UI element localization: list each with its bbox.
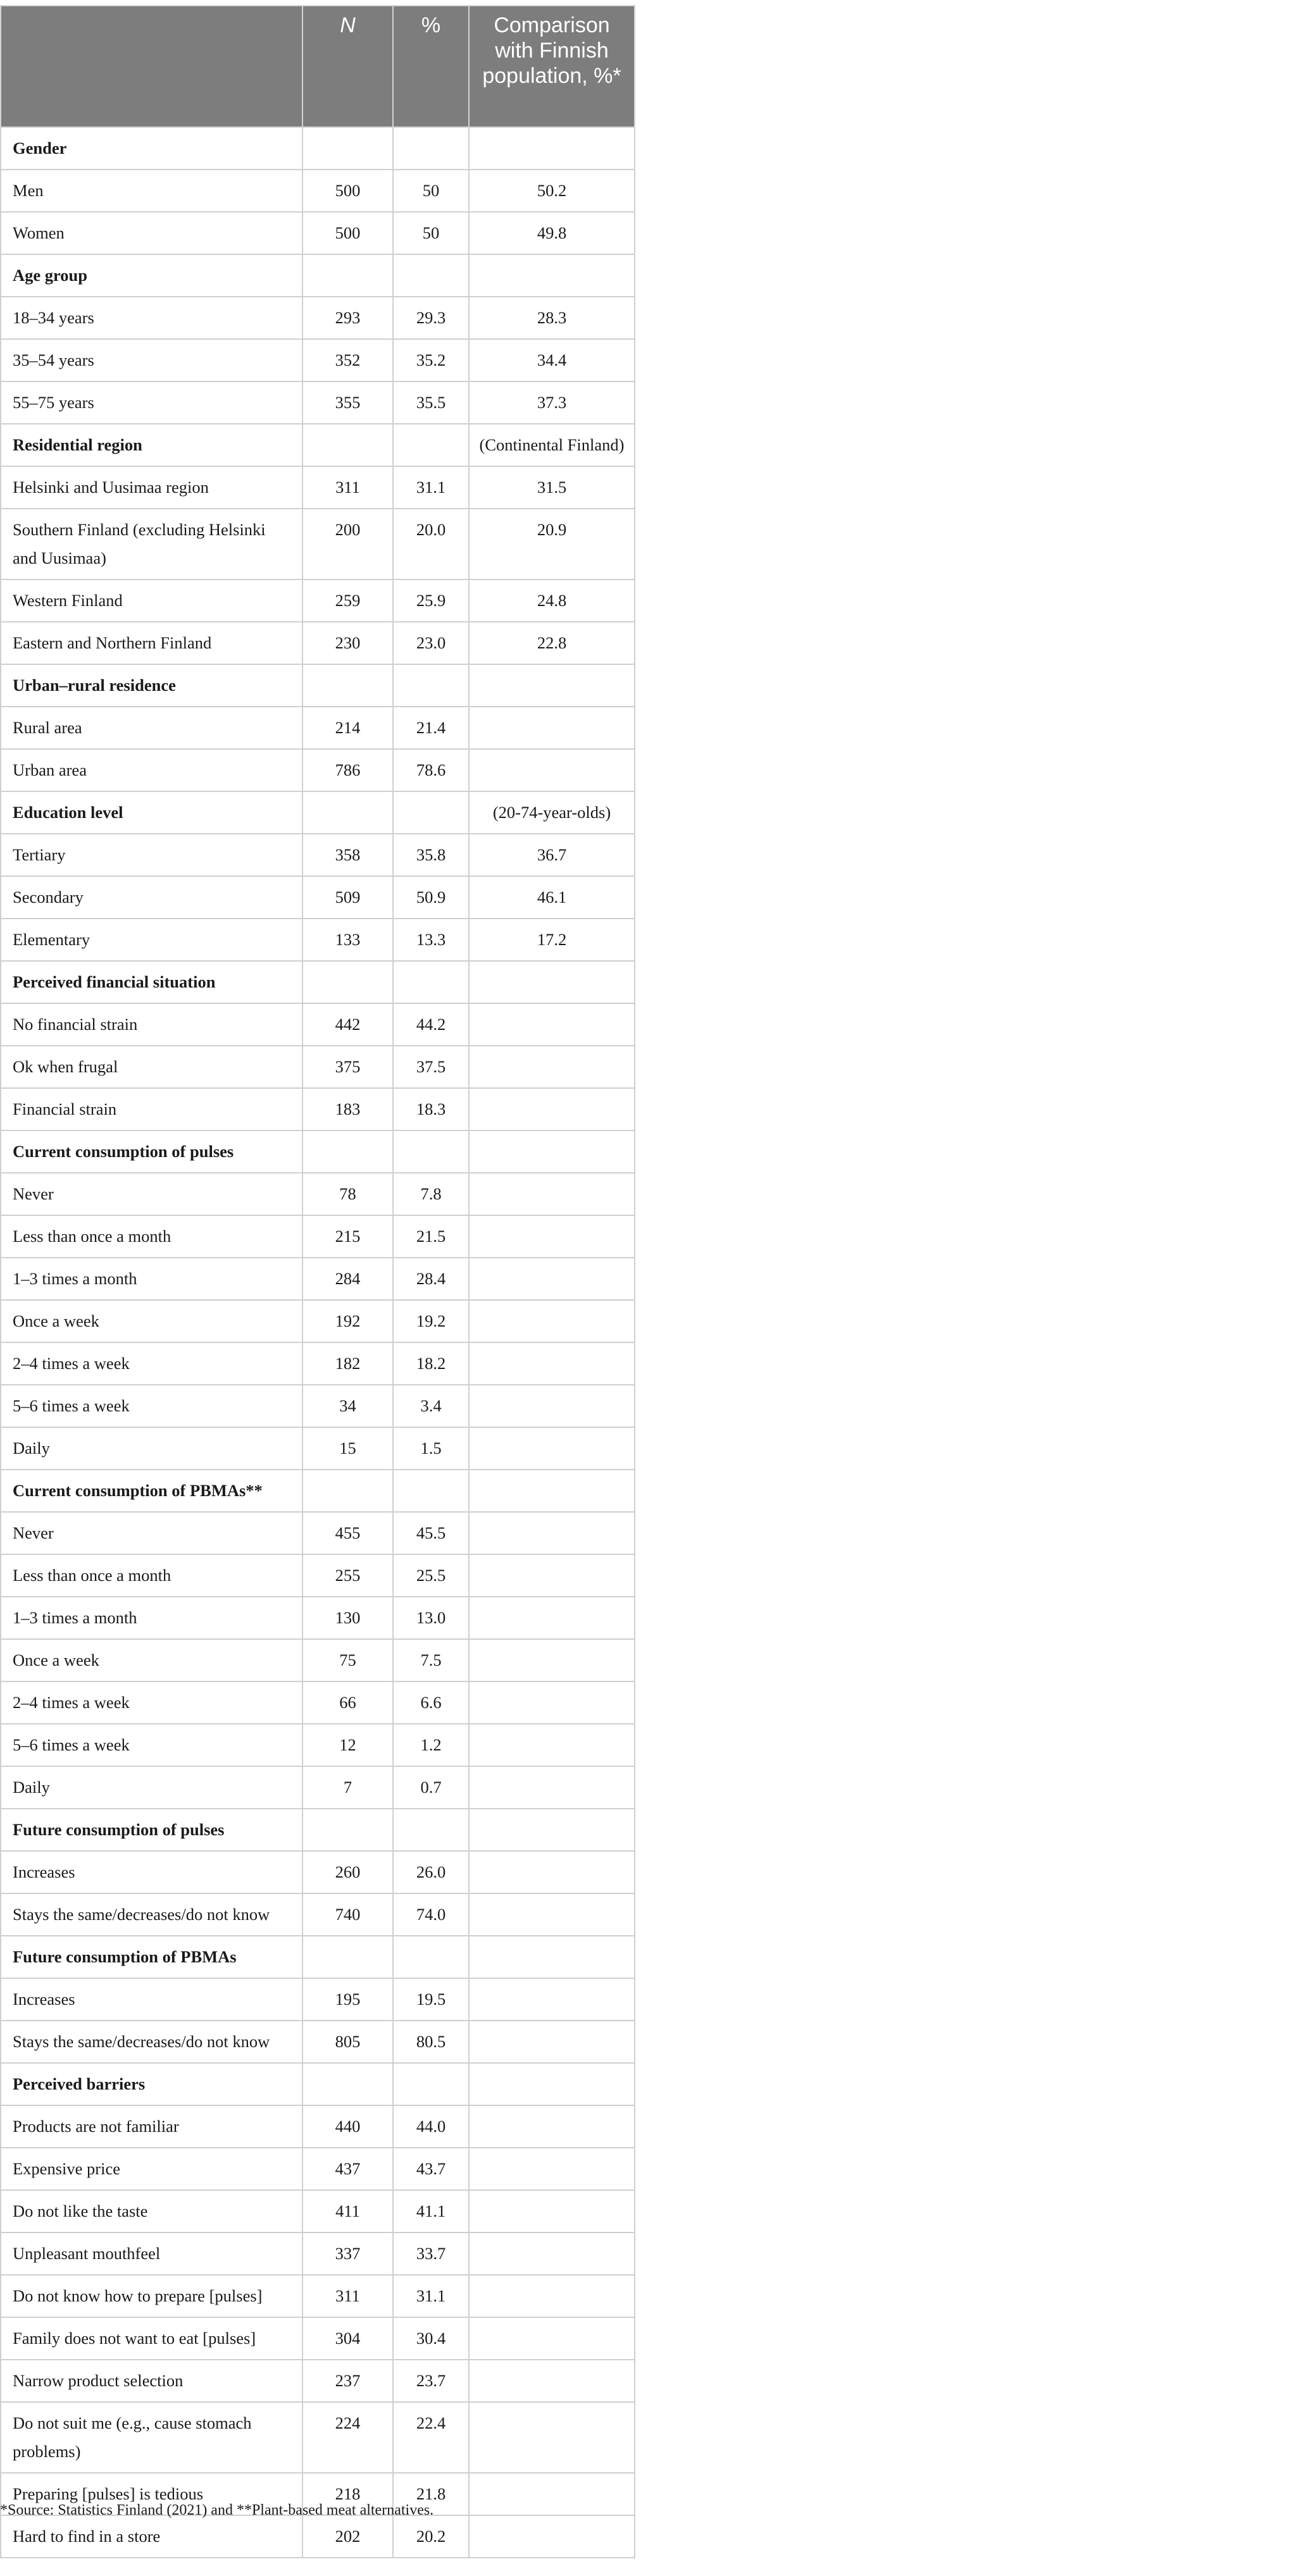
- row-n: 12: [302, 1724, 393, 1766]
- row-percent: 80.5: [393, 2021, 469, 2063]
- row-label: Current consumption of pulses: [1, 1130, 302, 1173]
- table-row: [1, 339, 635, 381]
- row-n: [302, 1130, 393, 1173]
- row-label: Urban area: [1, 749, 302, 791]
- row-comparison: [469, 1597, 635, 1639]
- row-comparison: [469, 2275, 635, 2317]
- row-comparison: 50.2: [469, 170, 635, 212]
- row-percent: 7.8: [393, 1173, 469, 1215]
- row-n: 311: [302, 466, 393, 509]
- row-comparison: [469, 1046, 635, 1088]
- row-comparison: 36.7: [469, 834, 635, 876]
- row-percent: 19.2: [393, 1300, 469, 1342]
- row-comparison: [469, 1766, 635, 1809]
- row-n: 7: [302, 1766, 393, 1809]
- row-percent: 13.0: [393, 1597, 469, 1639]
- table-row: [1, 2360, 635, 2402]
- table-row: [1, 1258, 635, 1300]
- row-label: Expensive price: [1, 2148, 302, 2190]
- row-comparison: 37.3: [469, 381, 635, 424]
- table-row: [1, 2402, 635, 2473]
- row-comparison: [469, 1300, 635, 1342]
- row-comparison: [469, 254, 635, 297]
- table-row: [1, 707, 635, 749]
- row-comparison: [469, 2360, 635, 2402]
- row-label: Do not suit me (e.g., cause stomach problems): [1, 2402, 302, 2473]
- row-label: Increases: [1, 1851, 302, 1893]
- row-percent: [393, 1809, 469, 1851]
- row-label: Ok when frugal: [1, 1046, 302, 1088]
- row-label: 2–4 times a week: [1, 1342, 302, 1385]
- row-comparison: [469, 1258, 635, 1300]
- row-n: 260: [302, 1851, 393, 1893]
- row-comparison: [469, 1936, 635, 1978]
- header-n: N: [302, 6, 393, 127]
- row-percent: 23.7: [393, 2360, 469, 2402]
- row-percent: 25.9: [393, 579, 469, 622]
- row-label: 1–3 times a month: [1, 1258, 302, 1300]
- row-percent: 78.6: [393, 749, 469, 791]
- row-comparison: [469, 1427, 635, 1470]
- row-label: Men: [1, 170, 302, 212]
- row-percent: 21.4: [393, 707, 469, 749]
- row-percent: [393, 791, 469, 834]
- table-container: [0, 5, 634, 2558]
- table-row: [1, 749, 635, 791]
- table-row: [1, 1385, 635, 1427]
- row-comparison: 24.8: [469, 579, 635, 622]
- row-label: Current consumption of PBMAs**: [1, 1470, 302, 1512]
- row-comparison: [469, 127, 635, 170]
- row-comparison: [469, 1724, 635, 1766]
- row-n: 786: [302, 749, 393, 791]
- table-row: [1, 2317, 635, 2360]
- row-percent: 43.7: [393, 2148, 469, 2190]
- table-row: [1, 2515, 635, 2558]
- row-label: Perceived barriers: [1, 2063, 302, 2105]
- row-percent: 30.4: [393, 2317, 469, 2360]
- header-percent: %: [393, 6, 469, 127]
- row-comparison: 34.4: [469, 339, 635, 381]
- row-n: 182: [302, 1342, 393, 1385]
- row-n: [302, 127, 393, 170]
- row-label: Increases: [1, 1978, 302, 2021]
- table-row: [1, 2190, 635, 2232]
- row-percent: 22.4: [393, 2402, 469, 2473]
- row-n: [302, 254, 393, 297]
- row-percent: [393, 127, 469, 170]
- table-row: [1, 2105, 635, 2148]
- row-label: Do not like the taste: [1, 2190, 302, 2232]
- row-percent: [393, 424, 469, 466]
- row-label: Hard to find in a store: [1, 2515, 302, 2558]
- table-body: [1, 127, 635, 2558]
- table-row: [1, 1766, 635, 1809]
- row-comparison: [469, 2317, 635, 2360]
- table-row: [1, 919, 635, 961]
- row-percent: 35.8: [393, 834, 469, 876]
- row-percent: 6.6: [393, 1681, 469, 1724]
- row-n: 509: [302, 876, 393, 919]
- row-comparison: [469, 1681, 635, 1724]
- section-header-row: [1, 1470, 635, 1512]
- section-header-row: [1, 1936, 635, 1978]
- row-n: 255: [302, 1554, 393, 1597]
- row-n: 355: [302, 381, 393, 424]
- row-label: Do not know how to prepare [pulses]: [1, 2275, 302, 2317]
- row-n: 200: [302, 509, 393, 579]
- row-comparison: [469, 961, 635, 1003]
- row-comparison: [469, 1978, 635, 2021]
- row-n: 15: [302, 1427, 393, 1470]
- row-n: 352: [302, 339, 393, 381]
- row-label: Unpleasant mouthfeel: [1, 2232, 302, 2275]
- row-comparison: [469, 1893, 635, 1936]
- row-n: 237: [302, 2360, 393, 2402]
- demographics-table: [0, 5, 635, 2558]
- section-header-row: [1, 127, 635, 170]
- row-comparison: [469, 2105, 635, 2148]
- table-row: [1, 509, 635, 579]
- row-comparison: [469, 1470, 635, 1512]
- row-percent: 31.1: [393, 2275, 469, 2317]
- row-label: Financial strain: [1, 1088, 302, 1130]
- row-label: Daily: [1, 1766, 302, 1809]
- table-row: [1, 1173, 635, 1215]
- row-percent: 19.5: [393, 1978, 469, 2021]
- row-percent: 13.3: [393, 919, 469, 961]
- row-comparison: [469, 707, 635, 749]
- row-n: 78: [302, 1173, 393, 1215]
- row-label: Western Finland: [1, 579, 302, 622]
- row-n: 500: [302, 212, 393, 254]
- table-row: [1, 1978, 635, 2021]
- row-percent: 44.2: [393, 1003, 469, 1046]
- row-comparison: 46.1: [469, 876, 635, 919]
- section-header-row: [1, 424, 635, 466]
- table-row: [1, 1215, 635, 1258]
- row-comparison: 31.5: [469, 466, 635, 509]
- table-row: [1, 579, 635, 622]
- row-comparison: [469, 1003, 635, 1046]
- row-label: Never: [1, 1173, 302, 1215]
- row-percent: 18.2: [393, 1342, 469, 1385]
- row-n: 34: [302, 1385, 393, 1427]
- row-n: 224: [302, 2402, 393, 2473]
- row-n: 442: [302, 1003, 393, 1046]
- row-comparison: [469, 1809, 635, 1851]
- row-label: Urban–rural residence: [1, 664, 302, 707]
- row-comparison: 49.8: [469, 212, 635, 254]
- row-label: Stays the same/decreases/do not know: [1, 1893, 302, 1936]
- row-percent: 18.3: [393, 1088, 469, 1130]
- row-label: Never: [1, 1512, 302, 1554]
- row-label: Southern Finland (excluding Helsinki and Uusimaa): [1, 509, 302, 579]
- table-row: [1, 2021, 635, 2063]
- row-n: 805: [302, 2021, 393, 2063]
- row-n: 337: [302, 2232, 393, 2275]
- row-label: Less than once a month: [1, 1215, 302, 1258]
- row-label: Age group: [1, 254, 302, 297]
- section-header-row: [1, 1130, 635, 1173]
- row-n: [302, 791, 393, 834]
- row-label: Future consumption of PBMAs: [1, 1936, 302, 1978]
- row-percent: 1.2: [393, 1724, 469, 1766]
- row-percent: 28.4: [393, 1258, 469, 1300]
- row-comparison: [469, 1385, 635, 1427]
- row-n: 740: [302, 1893, 393, 1936]
- row-label: Preparing [pulses] is tedious: [1, 2473, 302, 2515]
- row-label: Products are not familiar: [1, 2105, 302, 2148]
- row-label: Helsinki and Uusimaa region: [1, 466, 302, 509]
- row-comparison: 17.2: [469, 919, 635, 961]
- row-percent: 29.3: [393, 297, 469, 339]
- row-n: 440: [302, 2105, 393, 2148]
- table-row: [1, 1046, 635, 1088]
- row-label: 35–54 years: [1, 339, 302, 381]
- row-comparison: [469, 749, 635, 791]
- row-n: 202: [302, 2515, 393, 2558]
- row-percent: [393, 961, 469, 1003]
- table-row: [1, 2275, 635, 2317]
- row-label: Future consumption of pulses: [1, 1809, 302, 1851]
- section-header-row: [1, 1809, 635, 1851]
- row-label: Women: [1, 212, 302, 254]
- table-row: [1, 1088, 635, 1130]
- table-header: [1, 6, 635, 127]
- row-comparison: [469, 2402, 635, 2473]
- row-label: Once a week: [1, 1639, 302, 1681]
- row-percent: 7.5: [393, 1639, 469, 1681]
- row-n: 311: [302, 2275, 393, 2317]
- table-row: [1, 1300, 635, 1342]
- row-percent: 35.2: [393, 339, 469, 381]
- row-label: 5–6 times a week: [1, 1724, 302, 1766]
- row-comparison: 28.3: [469, 297, 635, 339]
- row-label: Family does not want to eat [pulses]: [1, 2317, 302, 2360]
- row-label: No financial strain: [1, 1003, 302, 1046]
- table-row: [1, 1512, 635, 1554]
- table-row: [1, 1342, 635, 1385]
- row-label: Eastern and Northern Finland: [1, 622, 302, 664]
- row-comparison: [469, 1130, 635, 1173]
- table-row: [1, 1851, 635, 1893]
- header-row: [1, 6, 635, 127]
- table-row: [1, 622, 635, 664]
- table-row: [1, 170, 635, 212]
- table-row: [1, 466, 635, 509]
- row-n: 437: [302, 2148, 393, 2190]
- row-n: [302, 2063, 393, 2105]
- row-n: [302, 1470, 393, 1512]
- row-n: [302, 1936, 393, 1978]
- row-n: [302, 961, 393, 1003]
- row-label: Tertiary: [1, 834, 302, 876]
- row-label: Daily: [1, 1427, 302, 1470]
- row-comparison: [469, 1639, 635, 1681]
- row-n: 218: [302, 2473, 393, 2515]
- row-percent: 45.5: [393, 1512, 469, 1554]
- row-percent: 3.4: [393, 1385, 469, 1427]
- row-comparison: [469, 1173, 635, 1215]
- table-row: [1, 1427, 635, 1470]
- row-percent: [393, 1470, 469, 1512]
- row-percent: 50: [393, 212, 469, 254]
- row-label: Once a week: [1, 1300, 302, 1342]
- row-label: Elementary: [1, 919, 302, 961]
- row-percent: [393, 664, 469, 707]
- row-n: 214: [302, 707, 393, 749]
- row-n: 455: [302, 1512, 393, 1554]
- row-percent: 20.0: [393, 509, 469, 579]
- row-comparison: [469, 2148, 635, 2190]
- row-comparison: [469, 1215, 635, 1258]
- row-percent: [393, 1936, 469, 1978]
- row-n: 293: [302, 297, 393, 339]
- row-n: 133: [302, 919, 393, 961]
- table-row: [1, 876, 635, 919]
- row-comparison: [469, 2232, 635, 2275]
- row-percent: 20.2: [393, 2515, 469, 2558]
- row-label: 2–4 times a week: [1, 1681, 302, 1724]
- row-percent: 50.9: [393, 876, 469, 919]
- row-label: Narrow product selection: [1, 2360, 302, 2402]
- table-row: [1, 1681, 635, 1724]
- row-label: 1–3 times a month: [1, 1597, 302, 1639]
- row-comparison: [469, 1512, 635, 1554]
- row-label: Education level: [1, 791, 302, 834]
- row-n: 230: [302, 622, 393, 664]
- section-header-row: [1, 2063, 635, 2105]
- row-label: Perceived financial situation: [1, 961, 302, 1003]
- header-comparison: Comparison with Finnish population, %*: [469, 6, 635, 127]
- row-percent: 23.0: [393, 622, 469, 664]
- row-comparison: 22.8: [469, 622, 635, 664]
- row-label: Gender: [1, 127, 302, 170]
- table-row: [1, 212, 635, 254]
- row-percent: 25.5: [393, 1554, 469, 1597]
- table-row: [1, 1893, 635, 1936]
- row-label: Less than once a month: [1, 1554, 302, 1597]
- row-label: Rural area: [1, 707, 302, 749]
- row-comparison: [469, 2063, 635, 2105]
- table-row: [1, 1724, 635, 1766]
- row-percent: [393, 1130, 469, 1173]
- row-label: Stays the same/decreases/do not know: [1, 2021, 302, 2063]
- section-header-row: [1, 254, 635, 297]
- row-n: [302, 1809, 393, 1851]
- row-n: 500: [302, 170, 393, 212]
- row-percent: [393, 2063, 469, 2105]
- row-n: 304: [302, 2317, 393, 2360]
- header-label: [1, 6, 302, 127]
- row-percent: 31.1: [393, 466, 469, 509]
- section-header-row: [1, 961, 635, 1003]
- row-comparison: (Continental Finland): [469, 424, 635, 466]
- row-comparison: 20.9: [469, 509, 635, 579]
- row-percent: 50: [393, 170, 469, 212]
- row-percent: 26.0: [393, 1851, 469, 1893]
- row-n: 183: [302, 1088, 393, 1130]
- row-comparison: [469, 1554, 635, 1597]
- table-row: [1, 1003, 635, 1046]
- row-comparison: [469, 2473, 635, 2515]
- row-n: 411: [302, 2190, 393, 2232]
- row-percent: 21.8: [393, 2473, 469, 2515]
- row-n: 284: [302, 1258, 393, 1300]
- row-percent: [393, 254, 469, 297]
- row-n: 75: [302, 1639, 393, 1681]
- row-n: 66: [302, 1681, 393, 1724]
- row-n: 215: [302, 1215, 393, 1258]
- row-n: 130: [302, 1597, 393, 1639]
- row-comparison: [469, 664, 635, 707]
- table-row: [1, 2232, 635, 2275]
- row-percent: 33.7: [393, 2232, 469, 2275]
- row-comparison: [469, 1088, 635, 1130]
- row-comparison: [469, 1342, 635, 1385]
- table-row: [1, 1554, 635, 1597]
- row-percent: 41.1: [393, 2190, 469, 2232]
- row-n: [302, 424, 393, 466]
- row-n: 375: [302, 1046, 393, 1088]
- table-row: [1, 381, 635, 424]
- table-row: [1, 1639, 635, 1681]
- row-label: Secondary: [1, 876, 302, 919]
- row-n: 195: [302, 1978, 393, 2021]
- row-comparison: (20-74-year-olds): [469, 791, 635, 834]
- row-percent: 44.0: [393, 2105, 469, 2148]
- table-row: [1, 297, 635, 339]
- row-comparison: [469, 1851, 635, 1893]
- row-n: 192: [302, 1300, 393, 1342]
- row-percent: 74.0: [393, 1893, 469, 1936]
- row-comparison: [469, 2515, 635, 2558]
- row-label: 18–34 years: [1, 297, 302, 339]
- row-n: 259: [302, 579, 393, 622]
- row-percent: 0.7: [393, 1766, 469, 1809]
- section-header-row: [1, 664, 635, 707]
- row-n: [302, 664, 393, 707]
- table-footnote: *Source: Statistics Finland (2021) and **Plant-based meat alternatives.: [0, 2502, 434, 2518]
- row-label: 5–6 times a week: [1, 1385, 302, 1427]
- row-comparison: [469, 2190, 635, 2232]
- table-row: [1, 1597, 635, 1639]
- row-percent: 37.5: [393, 1046, 469, 1088]
- row-label: 55–75 years: [1, 381, 302, 424]
- row-percent: 35.5: [393, 381, 469, 424]
- row-comparison: [469, 2021, 635, 2063]
- row-percent: 1.5: [393, 1427, 469, 1470]
- row-label: Residential region: [1, 424, 302, 466]
- table-row: [1, 2148, 635, 2190]
- section-header-row: [1, 791, 635, 834]
- row-percent: 21.5: [393, 1215, 469, 1258]
- table-row: [1, 834, 635, 876]
- row-n: 358: [302, 834, 393, 876]
